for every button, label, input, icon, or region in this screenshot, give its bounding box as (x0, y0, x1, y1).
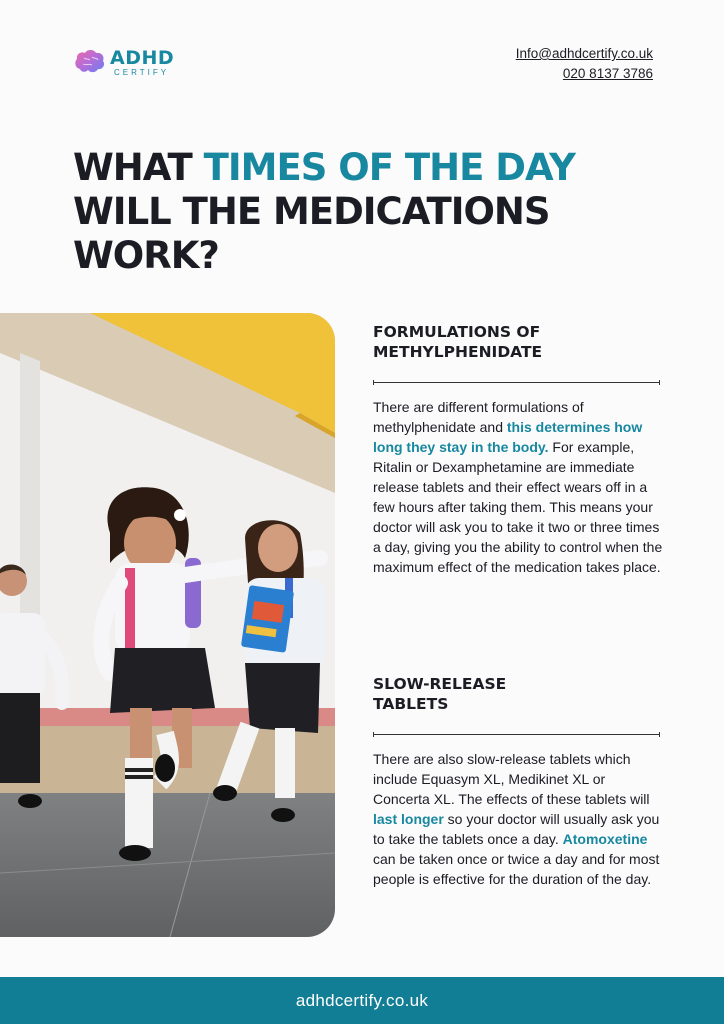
title-rest: WILL THE MEDICATIONS WORK? (73, 190, 550, 277)
brand-logo (74, 45, 214, 81)
brain-icon (74, 49, 106, 75)
section-body (373, 749, 663, 889)
section-formulations (373, 322, 663, 577)
photo-illustration (0, 313, 335, 937)
title-accent: TIMES OF THE DAY (203, 146, 575, 189)
body-text-after: For example, Ritalin or Dexamphetamine are immediate release tablets and their effect wears off in a few hours after taking them. This means your doctor will ask you to take it two or three times a day, giving you the ability to control when the maximum effect of the medication takes place. (373, 439, 663, 575)
contact-info (516, 44, 653, 84)
body-text-middle: so your doctor will usually ask you to take the tablets once a day. (373, 811, 660, 847)
children-running-photo (0, 313, 335, 937)
section-body (373, 397, 663, 577)
body-highlight-2: Atomoxetine (562, 831, 648, 847)
footer-url[interactable]: adhdcertify.co.uk (295, 990, 429, 1010)
section-title: SLOW-RELEASE TABLETS (373, 675, 507, 713)
title-plain: WHAT (73, 146, 204, 189)
body-text: There are also slow-release tablets which include Equasym XL, Medikinet XL or Concerta XL. The effects of these tablets will (373, 751, 650, 807)
body-highlight: last longer (373, 811, 444, 827)
phone-link[interactable]: 020 8137 3786 (562, 66, 653, 81)
section-title: FORMULATIONS OF METHYLPHENIDATE (373, 323, 543, 361)
email-link[interactable]: Info@adhdcertify.co.uk (515, 46, 653, 61)
section-slow-release (373, 674, 663, 889)
section-divider (373, 382, 660, 383)
brand-name: ADHD (110, 47, 175, 69)
body-text-after: can be taken once or twice a day and for most people is effective for the duration of the day. (373, 851, 660, 887)
section-divider (373, 734, 660, 735)
body-highlight: this determines how long they stay in the body. (373, 419, 643, 455)
body-text: There are different formulations of methylphenidate and (373, 399, 584, 435)
footer-bar (0, 977, 724, 1024)
page-title (73, 146, 593, 278)
brand-tagline: CERTIFY (114, 68, 170, 77)
